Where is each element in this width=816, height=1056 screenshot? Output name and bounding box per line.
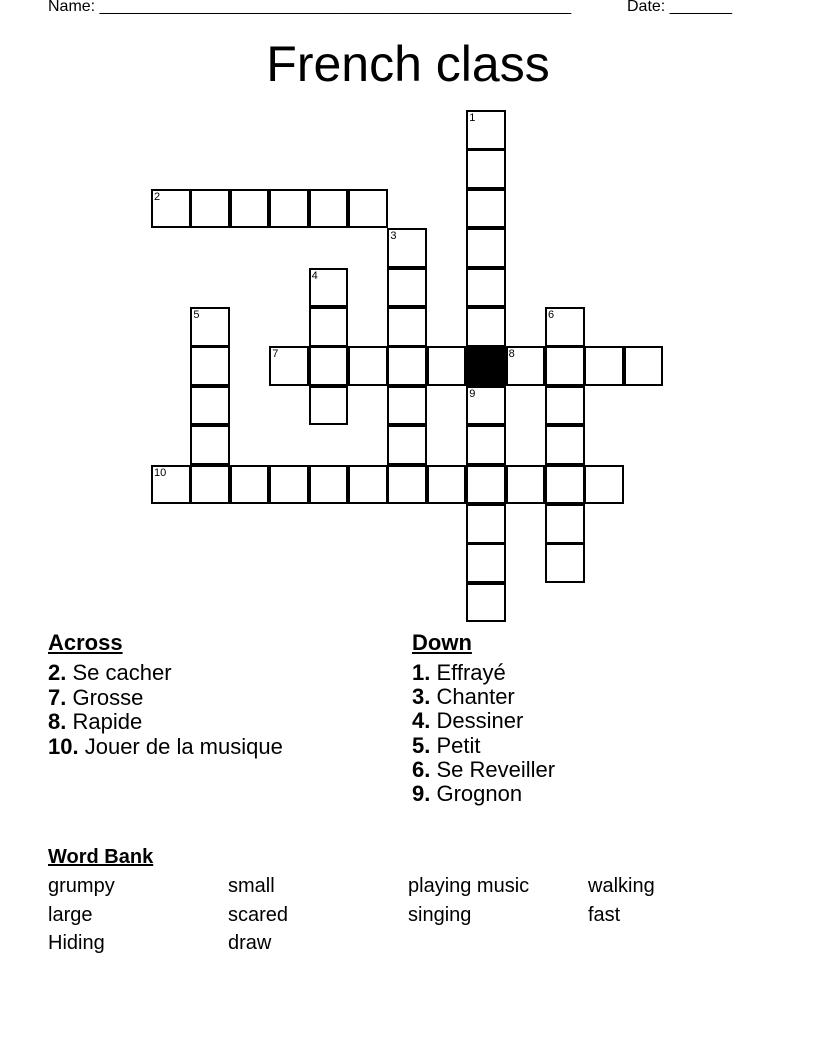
across-clue [48, 686, 283, 711]
word-bank-item: draw [228, 932, 272, 954]
crossword-cell[interactable] [387, 465, 427, 505]
clue-number: 3. [412, 684, 431, 710]
crossword-cell[interactable] [348, 465, 388, 505]
clue-number: 8. [48, 709, 67, 734]
clue-text: Grosse [72, 684, 144, 710]
clue-text: Grognon [436, 780, 523, 806]
cell-number: 7 [272, 348, 279, 361]
down-clue [412, 782, 555, 806]
crossword-cell[interactable] [466, 110, 506, 150]
crossword-cell[interactable] [151, 465, 191, 505]
down-clue-list [412, 661, 555, 806]
word-bank-item: small [228, 875, 275, 897]
clue-number: 6. [412, 756, 431, 782]
cell-number: 5 [193, 309, 200, 321]
clue-text: Rapide [72, 709, 143, 734]
cell-number: 10 [154, 466, 167, 479]
crossword-cell[interactable] [466, 425, 506, 465]
clue-text: Jouer de la musique [84, 733, 283, 759]
crossword-cell[interactable] [309, 268, 349, 308]
crossword-cell[interactable] [190, 465, 230, 505]
page-title: French class [266, 36, 550, 92]
crossword-cell[interactable] [466, 268, 506, 308]
crossword-cell[interactable] [466, 465, 506, 505]
crossword-cell[interactable] [309, 386, 349, 426]
crossword-cell[interactable] [190, 425, 230, 465]
crossword-cell[interactable] [545, 465, 585, 505]
down-clue [412, 734, 555, 758]
crossword-cell[interactable] [584, 346, 624, 386]
word-bank-heading: Word Bank [48, 846, 154, 868]
crossword-cell[interactable] [269, 189, 309, 229]
crossword-cell[interactable] [427, 346, 467, 386]
across-clue [48, 735, 283, 760]
word-bank-item: grumpy [48, 875, 115, 897]
crossword-cell[interactable] [545, 504, 585, 544]
name-field-line: Name: _____________________________________________________ [48, 0, 572, 15]
word-bank-item: scared [228, 904, 289, 926]
cell-number: 1 [469, 112, 476, 124]
across-clue-list [48, 661, 283, 759]
clue-number: 2. [48, 660, 67, 685]
crossword-cell[interactable] [387, 386, 427, 426]
date-field-line: Date: _______ [627, 0, 732, 15]
crossword-cell[interactable] [584, 465, 624, 505]
crossword-cell[interactable] [545, 346, 585, 386]
down-clue [412, 661, 555, 685]
word-bank-item: walking [588, 875, 655, 897]
crossword-cell[interactable] [387, 307, 427, 347]
crossword-cell[interactable] [348, 189, 388, 229]
cell-number: 2 [154, 190, 161, 203]
crossword-cell[interactable] [545, 307, 585, 347]
word-bank-item: large [48, 904, 93, 926]
across-clue [48, 710, 283, 735]
crossword-cell[interactable] [348, 346, 388, 386]
crossword-cell[interactable] [309, 307, 349, 347]
clue-number: 5. [412, 732, 431, 758]
down-heading: Down [412, 630, 472, 655]
crossword-cell[interactable] [427, 465, 467, 505]
crossword-cell[interactable] [466, 149, 506, 189]
crossword-cell[interactable] [466, 583, 506, 623]
crossword-cell[interactable] [190, 189, 230, 229]
crossword-cell[interactable] [624, 346, 664, 386]
down-clue [412, 758, 555, 782]
clue-text: Chanter [436, 684, 515, 710]
clue-number: 1. [412, 660, 431, 685]
crossword-cell[interactable] [309, 346, 349, 386]
crossword-cell[interactable] [506, 346, 546, 386]
crossword-cell[interactable] [230, 465, 270, 505]
crossword-cell[interactable] [190, 386, 230, 426]
down-clue [412, 709, 555, 733]
down-clue [412, 685, 555, 709]
crossword-cell[interactable] [269, 346, 309, 386]
crossword-cell[interactable] [151, 189, 191, 229]
crossword-cell[interactable] [269, 465, 309, 505]
clue-number: 9. [412, 780, 431, 806]
crossword-cell[interactable] [466, 386, 506, 426]
cell-number: 6 [548, 309, 555, 321]
crossword-cell[interactable] [466, 307, 506, 347]
crossword-cell[interactable] [506, 465, 546, 505]
cell-number: 3 [390, 230, 397, 243]
crossword-cell[interactable] [545, 386, 585, 426]
cell-number: 9 [469, 387, 476, 400]
clue-number: 10. [48, 733, 79, 759]
clue-number: 7. [48, 684, 67, 710]
crossword-cell[interactable] [466, 543, 506, 583]
crossword-cell[interactable] [387, 228, 427, 268]
clue-number: 4. [412, 708, 431, 734]
crossword-cell[interactable] [466, 189, 506, 229]
word-bank-item: Hiding [48, 932, 105, 954]
word-bank-item: singing [408, 904, 472, 926]
crossword-cell[interactable] [466, 504, 506, 544]
crossword-cell[interactable] [190, 346, 230, 386]
cell-number: 8 [508, 348, 515, 361]
word-bank-item: playing music [408, 875, 530, 897]
crossword-cell[interactable] [545, 425, 585, 465]
clue-text: Petit [436, 732, 481, 758]
crossword-cell[interactable] [545, 543, 585, 583]
word-bank-item: fast [588, 904, 621, 926]
clue-text: Se cacher [72, 660, 172, 685]
across-heading: Across [48, 630, 123, 655]
clue-text: Effrayé [436, 660, 506, 685]
crossword-cell[interactable] [190, 307, 230, 347]
clue-text: Se Reveiller [436, 756, 556, 782]
crossword-cell[interactable] [466, 228, 506, 268]
crossword-cell[interactable] [230, 189, 270, 229]
clue-text: Dessiner [436, 708, 524, 734]
crossword-block [466, 346, 506, 386]
cell-number: 4 [311, 269, 318, 282]
crossword-cell[interactable] [387, 268, 427, 308]
across-clue [48, 661, 283, 686]
crossword-cell[interactable] [309, 465, 349, 505]
crossword-cell[interactable] [387, 425, 427, 465]
crossword-cell[interactable] [387, 346, 427, 386]
crossword-cell[interactable] [309, 189, 349, 229]
